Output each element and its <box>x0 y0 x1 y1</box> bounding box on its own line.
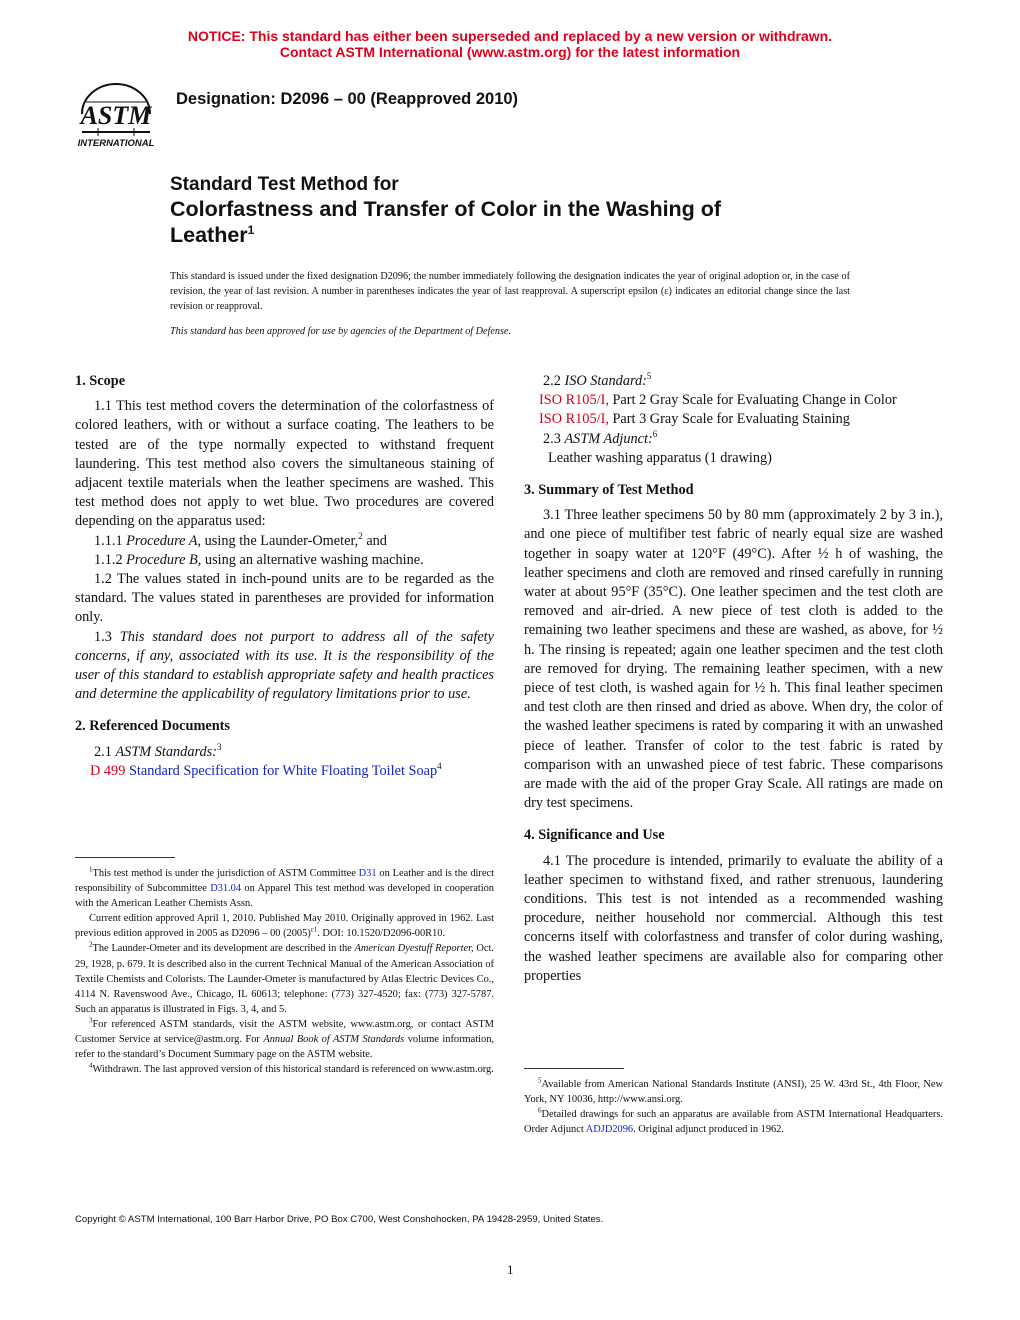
para-4-1: 4.1 The procedure is intended, primarily to evaluate the ability of a leather specimen to withstand fixed, and rather strenuous, laundering conditions. This test is not intended as a recommended washing procedure, neither household nor commercial. Although this test concerns itself with colorfastness and transfer of color during washing, the washed leather specimens are available also for comparing other properties <box>524 852 943 984</box>
astm-logo <box>68 80 164 152</box>
page-number: 1 <box>507 1262 514 1277</box>
section-3-heading: 3. Summary of Test Method <box>524 482 694 499</box>
footnote-3: $^3$For referenced ASTM standards, visit the ASTM website, www.astm.org, or contact ASTM Customer Service at service@astm.org. For Annual Book of ASTM Standards volume information, refer to the standard’s Document Summary page on the ASTM website. <box>75 1016 495 1061</box>
right-column <box>524 372 943 986</box>
footnote-5: $^5$Available from American National Standards Institute (ANSI), 25 W. 43rd St., 4th Floor, New York, NY 10036, http://www.ansi.org. <box>524 1076 943 1106</box>
notice-banner <box>0 28 1020 60</box>
ref-d499-code-link[interactable]: D 499 <box>90 762 126 779</box>
footnote-1: $^1$This test method is under the jurisdiction of ASTM Committee D31 on Leather and is the direct responsibility of Subcommittee D31.04 on Apparel This test method was developed in cooperation with the American Leather Chemists Assn. <box>75 865 494 910</box>
footnote-6: $^6$Detailed drawings for such an apparatus are available from ASTM International Headquarters. Order Adjunct ADJD2096. Original adjunct produced in 1962. <box>524 1106 943 1136</box>
logo-main-text: ASTM <box>80 101 152 130</box>
designation: Designation: D2096 – 00 (Reapproved 2010) <box>176 90 519 108</box>
ref-d499: D 499 Standard Specification for White Floating Toilet Soap$^4$ <box>90 761 442 779</box>
ref-iso-part2-link[interactable]: ISO R105/I, <box>539 392 609 409</box>
intro-paragraph: This standard is issued under the fixed designation D2096; the number immediately following the designation indicates the year of original adoption or, in the case of revision, the year of last revision. A number in parentheses indicates the year of last reapproval. A superscript epsilon (ε) indicates an editorial change since the last revision or reapproval. <box>170 271 850 313</box>
notice-line-1: NOTICE: This standard has either been superseded and replaced by a new version or withdrawn. <box>187 28 833 44</box>
adjunct-item: Leather washing apparatus (1 drawing) <box>548 449 772 466</box>
footnote-4: $^4$Withdrawn. The last approved version of this historical standard is referenced on www.astm.org. <box>89 1061 494 1076</box>
footnotes-left <box>75 866 494 1077</box>
title-line-3: Leather$^1$ <box>170 222 255 247</box>
para-3-1: 3.1 Three leather specimens 50 by 80 mm (approximately 2 by 3 in.), and one piece of multifiber test fabric of nearly equal size are washed together in soapy water at 120°F (49°C). After ½ h of washing, the leather specimens and cloth are removed and rinsed carefully in running water at about 95°F (35°C). One leather specimen and the test cloth are removed and air-dried. A new piece of test cloth is added to the remaining two leather specimens and these are washed, as above, for ½ h. The rinsing is repeated; again one leather specimen and the test cloth are removed for drying. The remaining leather specimen, with a new piece of test cloth, is washed again for ½ h. This final leather specimen and test cloth are then rinsed and dried as above. When dry, the color of the washed leather specimens is rated by comparing it with an unwashed piece of leather. Transfer of color to the test fabric is rated by comparison with an unwashed piece of test fabric. These comparisons are made with the aid of the proper Gray Scale. All ratings are made on dry test specimens. <box>524 507 943 812</box>
document-title <box>170 174 870 248</box>
footnote-1-edition: Current edition approved April 1, 2010. Published May 2010. Originally approved in 1962. Last previous edition approved in 2005 as D2096 – 00 $(2005)^{\varepsilon 1}$. DOI: 10.1520/D2096-00R10. <box>75 913 494 940</box>
para-2-3: 2.3 ASTM Adjunct:$^6$ <box>543 428 658 447</box>
para-2-1: 2.1 ASTM Standards:$^3$ <box>94 741 222 760</box>
para-1-1: 1.1 This test method covers the determination of the colorfastness of colored leathers, with or without a surface coating. The leathers to be tested are of the type normally expected to withstand frequent laundering. This test method also covers the simultaneous staining of adjacent textile materials when the leather specimens are washed. This test method does not apply to wet blue. Two procedures are covered depending on the apparatus used: <box>75 398 494 530</box>
left-column <box>75 372 494 781</box>
para-2-2: 2.2 ISO Standard:$^5$ <box>543 371 652 389</box>
footnote-link-d31[interactable]: D31 <box>358 868 377 879</box>
footnote-link-adjd2096[interactable]: ADJD2096 <box>585 1124 634 1136</box>
footnotes-right <box>524 1077 943 1137</box>
title-line-1: Standard Test Method for <box>170 174 399 195</box>
footnote-link-d31-04[interactable]: D31.04 <box>210 883 242 895</box>
ref-iso-part3-link[interactable]: ISO R105/I, <box>539 411 609 428</box>
para-1-1-1: 1.1.1 Procedure A, using the Launder-Ometer,$^2$ and <box>94 530 387 549</box>
astm-logo-icon <box>68 80 164 152</box>
logo-sub-text: INTERNATIONAL <box>77 138 155 149</box>
copyright-line: Copyright © ASTM International, 100 Barr Harbor Drive, PO Box C700, West Conshohocken, PA 19428-2959, United States. <box>75 1214 604 1225</box>
title-footnote-mark: 1 <box>247 222 255 237</box>
title-line-2: Colorfastness and Transfer of Color in the Washing of <box>170 197 722 221</box>
footnote-rule-right <box>524 1068 624 1069</box>
section-1-heading: 1. Scope <box>75 373 126 389</box>
dod-approval-note: This standard has been approved for use by agencies of the Department of Defense. <box>170 326 512 337</box>
footnote-2: $^2$The Launder-Ometer and its development are described in the American Dyestuff Reporter, Oct. 29, 1928, p. 679. It is described also in the current Technical Manual of the American Association of Textile Chemists and Colorists. The Launder-Ometer is manufactured by Atlas Electric Devices Co., 4114 N. Ravenswood Ave., Chicago, IL 60613; telephone: (773) 327-4520; fax: (773) 327-5787. Such an apparatus is illustrated in Figs. 3, 4, and 5. <box>75 941 494 1015</box>
section-2-heading: 2. Referenced Documents <box>75 718 230 735</box>
para-1-1-2: 1.1.2 Procedure B, using an alternative washing machine. <box>94 551 424 568</box>
para-1-2: 1.2 The values stated in inch-pound units are to be regarded as the standard. The values stated in parentheses are provided for information only. <box>75 571 494 626</box>
ref-iso-part2: ISO R105/I, Part 2 Gray Scale for Evaluating Change in Color <box>539 392 897 409</box>
ref-d499-title-link[interactable]: Standard Specification for White Floating Toilet Soap <box>128 762 438 779</box>
notice-line-2: Contact ASTM International (www.astm.org) for the latest information <box>279 44 741 60</box>
section-4-heading: 4. Significance and Use <box>524 827 665 844</box>
ref-iso-part3: ISO R105/I, Part 3 Gray Scale for Evaluating Staining <box>539 411 850 428</box>
footnote-rule-left <box>75 857 175 858</box>
para-1-3: 1.3 This standard does not purport to address all of the safety concerns, if any, associated with its use. It is the responsibility of the user of this standard to establish appropriate safety and health practices and determine the applicability of regulatory limitations prior to use. <box>75 628 494 703</box>
